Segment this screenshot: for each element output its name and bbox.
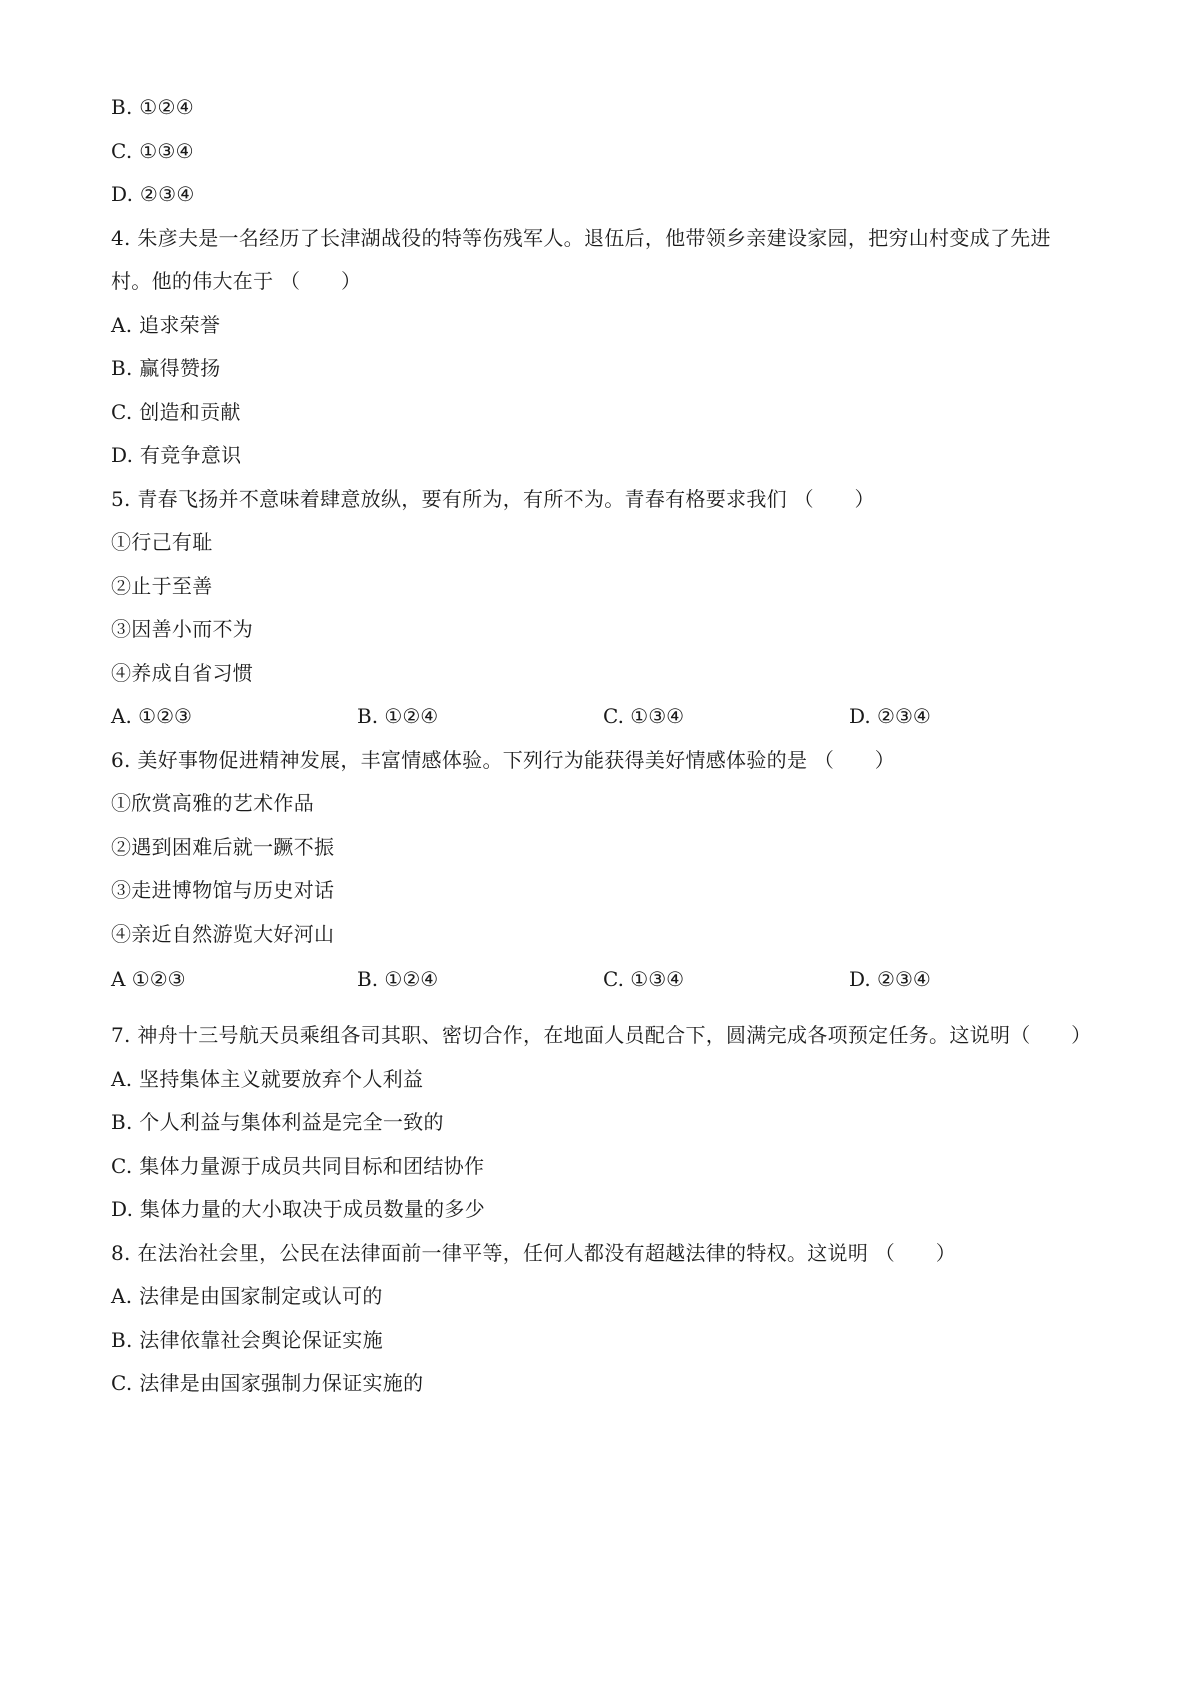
q4-stem-line2: 村。他的伟大在于 （ ） (111, 269, 362, 293)
q4-option-d: D. 有竞争意识 (111, 443, 242, 467)
q6-stem: 6. 美好事物促进精神发展，丰富情感体验。下列行为能获得美好情感体验的是 （ ） (111, 748, 896, 772)
q6-option-c: C. ①③④ (603, 967, 685, 991)
q4-option-b: B. 赢得赞扬 (111, 356, 221, 380)
q8-option-c: C. 法律是由国家强制力保证实施的 (111, 1371, 424, 1395)
q5-option-c: C. ①③④ (603, 704, 685, 728)
q3-option-c: C. ①③④ (111, 139, 194, 163)
q4-option-c: C. 创造和贡献 (111, 400, 241, 424)
q6-item-2: ②遇到困难后就一蹶不振 (111, 835, 335, 859)
q6-option-d: D. ②③④ (849, 967, 931, 991)
q6-option-b: B. ①②④ (357, 967, 439, 991)
q7-option-b: B. 个人利益与集体利益是完全一致的 (111, 1110, 444, 1134)
q5-item-2: ②止于至善 (111, 574, 213, 598)
q7-stem: 7. 神舟十三号航天员乘组各司其职、密切合作，在地面人员配合下，圆满完成各项预定任务。这说明（ ） (111, 1023, 1092, 1047)
q8-option-a: A. 法律是由国家制定或认可的 (111, 1284, 383, 1308)
q6-item-3: ③走进博物馆与历史对话 (111, 878, 335, 902)
q5-option-d: D. ②③④ (849, 704, 931, 728)
q4-stem-line1: 4. 朱彦夫是一名经历了长津湖战役的特等伤残军人。退伍后，他带领乡亲建设家园，把穷山村变成了先进 (111, 226, 1051, 250)
q5-item-1: ①行己有耻 (111, 530, 213, 554)
q5-option-b: B. ①②④ (357, 704, 439, 728)
q7-option-c: C. 集体力量源于成员共同目标和团结协作 (111, 1154, 485, 1178)
q5-item-3: ③因善小而不为 (111, 617, 254, 641)
q6-item-1: ①欣赏高雅的艺术作品 (111, 791, 314, 815)
q6-item-4: ④亲近自然游览大好河山 (111, 922, 335, 946)
q7-option-d: D. 集体力量的大小取决于成员数量的多少 (111, 1197, 486, 1221)
q8-stem: 8. 在法治社会里，公民在法律面前一律平等，任何人都没有超越法律的特权。这说明 （ ） (111, 1241, 956, 1265)
q6-option-a: A ①②③ (111, 967, 186, 991)
q5-item-4: ④养成自省习惯 (111, 661, 254, 685)
q4-option-a: A. 追求荣誉 (111, 313, 221, 337)
q3-option-b: B. ①②④ (111, 95, 195, 119)
q5-option-a: A. ①②③ (111, 704, 192, 728)
q3-option-d: D. ②③④ (111, 182, 195, 206)
q8-option-b: B. 法律依靠社会舆论保证实施 (111, 1328, 383, 1352)
q7-option-a: A. 坚持集体主义就要放弃个人利益 (111, 1067, 424, 1091)
q5-stem: 5. 青春飞扬并不意味着肆意放纵，要有所为，有所不为。青春有格要求我们 （ ） (111, 487, 875, 511)
